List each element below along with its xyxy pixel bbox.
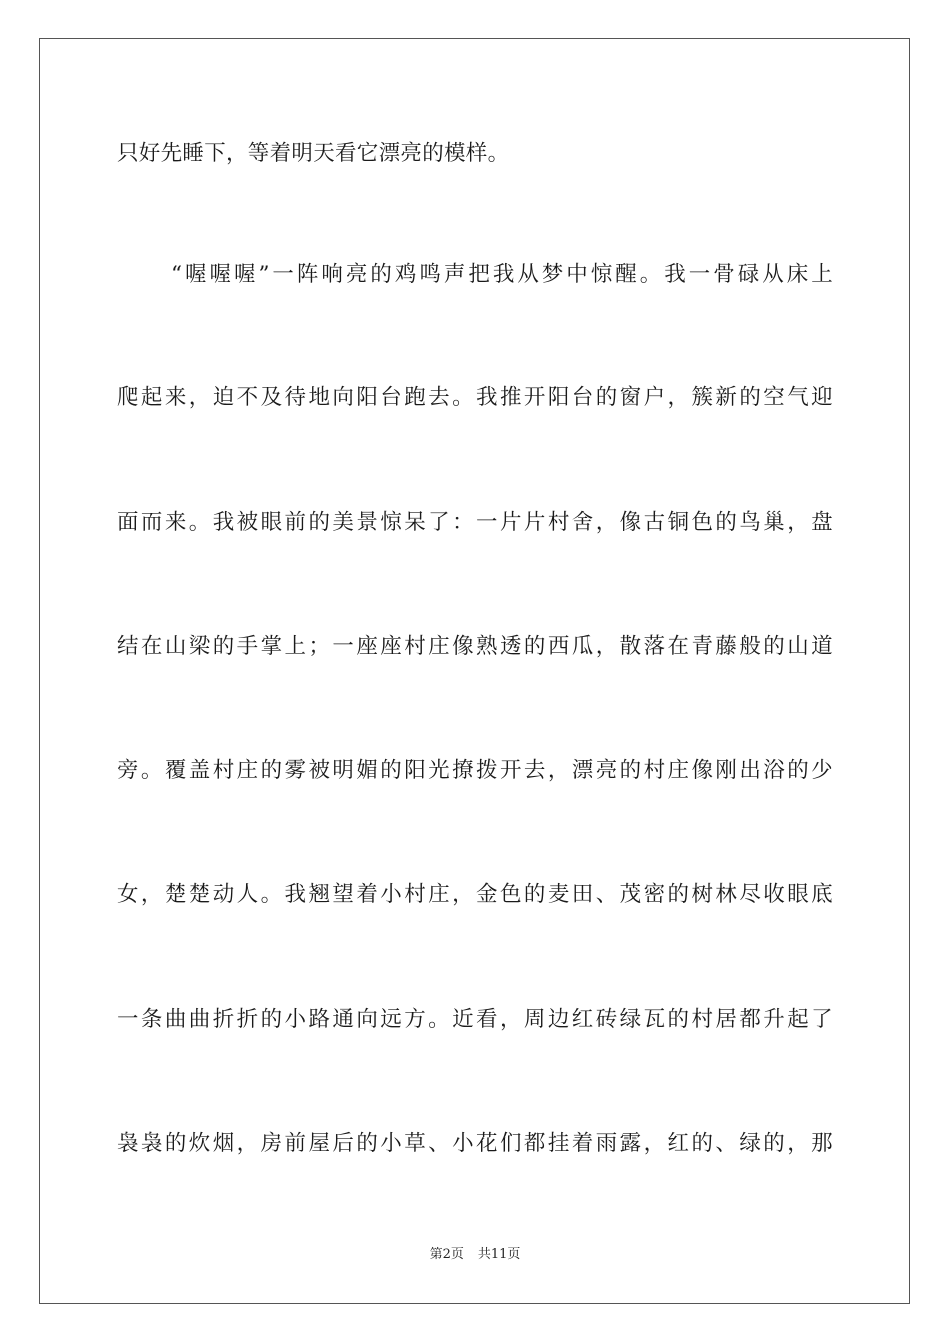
text-line-9: 袅袅的炊烟，房前屋后的小草、小花们都挂着雨露，红的、绿的，那	[117, 1131, 833, 1156]
text-line-6: 旁。覆盖村庄的雾被明媚的阳光撩拨开去，漂亮的村庄像刚出浴的少	[117, 758, 833, 783]
text-line-1: 只好先睡下，等着明天看它漂亮的模样。	[117, 141, 510, 166]
text-line-8: 一条曲曲折折的小路通向远方。近看，周边红砖绿瓦的村居都升起了	[117, 1007, 833, 1032]
text-line-3: 爬起来，迫不及待地向阳台跑去。我推开阳台的窗户，簇新的空气迎	[117, 385, 833, 410]
text-line-2: “喔喔喔”一阵响亮的鸡鸣声把我从梦中惊醒。我一骨碌从床上	[171, 262, 833, 287]
page-total: 共11页	[477, 1247, 521, 1262]
text-line-5: 结在山梁的手掌上；一座座村庄像熟透的西瓜，散落在青藤般的山道	[117, 634, 833, 659]
text-line-7: 女，楚楚动人。我翘望着小村庄，金色的麦田、茂密的树林尽收眼底	[117, 882, 833, 907]
page-footer	[0, 1246, 950, 1264]
page-border	[39, 38, 910, 1304]
text-line-4: 面而来。我被眼前的美景惊呆了：一片片村舍，像古铜色的鸟巢，盘	[117, 510, 833, 535]
page-number: 第2页	[429, 1247, 464, 1262]
